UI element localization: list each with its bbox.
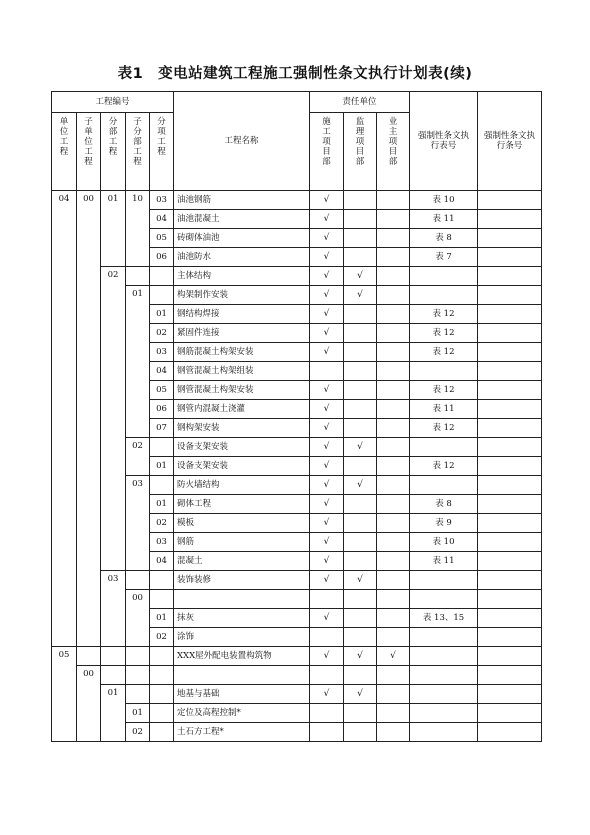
cell-project-name: 油池钢筋	[174, 191, 310, 210]
table-row	[52, 476, 542, 495]
cell-item: 07	[150, 419, 174, 438]
cell-owner	[377, 362, 410, 381]
cell-supervision: √	[344, 685, 377, 704]
cell-item	[150, 590, 174, 609]
cell-item: 04	[150, 552, 174, 571]
header-sub-unit	[77, 113, 101, 191]
cell-item	[150, 647, 174, 666]
header-project-code: 工程编号	[52, 92, 174, 113]
header-plan-table	[410, 92, 478, 191]
header-plan-table-text: 强制性条文执行表号	[417, 131, 469, 151]
cell-clause	[478, 248, 542, 267]
cell-construction: √	[310, 495, 344, 514]
cell-project-name: XXX屋外配电装置构筑物	[174, 647, 310, 666]
cell-clause	[478, 476, 542, 495]
cell-clause	[478, 723, 542, 742]
cell-construction: √	[310, 400, 344, 419]
table-row	[52, 267, 542, 286]
cell-project-name: 构架制作安装	[174, 286, 310, 305]
cell-owner	[377, 666, 410, 685]
cell-owner	[377, 628, 410, 647]
cell-owner	[377, 685, 410, 704]
cell-item	[150, 723, 174, 742]
cell-construction: √	[310, 571, 344, 590]
cell-construction: √	[310, 286, 344, 305]
cell-construction	[310, 723, 344, 742]
cell-construction	[310, 704, 344, 723]
cell-supervision	[344, 666, 377, 685]
cell-item: 06	[150, 400, 174, 419]
cell-owner	[377, 723, 410, 742]
cell-plan-table	[410, 647, 478, 666]
cell-construction: √	[310, 210, 344, 229]
cell-plan-table: 表 8	[410, 495, 478, 514]
cell-supervision	[344, 514, 377, 533]
cell-owner	[377, 533, 410, 552]
cell-supervision	[344, 324, 377, 343]
cell-item	[150, 685, 174, 704]
cell-plan-table: 表 7	[410, 248, 478, 267]
cell-construction: √	[310, 533, 344, 552]
cell-supervision	[344, 229, 377, 248]
cell-construction	[310, 590, 344, 609]
cell-item: 03	[150, 191, 174, 210]
cell-sub-part	[126, 267, 150, 286]
cell-part: 01	[101, 685, 126, 742]
cell-clause	[478, 305, 542, 324]
cell-clause	[478, 628, 542, 647]
cell-item: 02	[150, 324, 174, 343]
cell-construction: √	[310, 305, 344, 324]
cell-project-name: 油池防水	[174, 248, 310, 267]
cell-project-name: 钢结构焊接	[174, 305, 310, 324]
cell-project-name: 钢筋	[174, 533, 310, 552]
cell-unit: 04	[52, 191, 77, 647]
cell-clause	[478, 571, 542, 590]
cell-construction: √	[310, 647, 344, 666]
cell-item: 02	[150, 628, 174, 647]
cell-supervision: √	[344, 438, 377, 457]
cell-supervision	[344, 381, 377, 400]
header-responsible: 责任单位	[310, 92, 410, 113]
cell-supervision	[344, 533, 377, 552]
cell-plan-table: 表 11	[410, 552, 478, 571]
cell-sub-part: 01	[126, 286, 150, 438]
header-sub-unit-text: 子单位工程	[84, 117, 93, 167]
cell-plan-table: 表 12	[410, 305, 478, 324]
header-part-text: 分部工程	[108, 117, 118, 157]
header-unit	[52, 113, 77, 191]
cell-clause	[478, 324, 542, 343]
cell-construction: √	[310, 343, 344, 362]
cell-item	[150, 476, 174, 495]
header-sub-part	[126, 113, 150, 191]
cell-plan-table	[410, 666, 478, 685]
cell-clause	[478, 552, 542, 571]
cell-project-name: 定位及高程控制*	[174, 704, 310, 723]
cell-construction: √	[310, 229, 344, 248]
cell-project-name: 涂饰	[174, 628, 310, 647]
cell-plan-table	[410, 685, 478, 704]
cell-item	[150, 267, 174, 286]
cell-sub-part	[126, 666, 150, 685]
cell-unit: 05	[52, 647, 77, 742]
cell-item: 03	[150, 343, 174, 362]
cell-project-name: 钢管混凝土构架安装	[174, 381, 310, 400]
cell-supervision	[344, 552, 377, 571]
cell-supervision	[344, 457, 377, 476]
cell-owner	[377, 552, 410, 571]
cell-item: 01	[150, 609, 174, 628]
cell-project-name: 模板	[174, 514, 310, 533]
cell-supervision	[344, 704, 377, 723]
cell-clause	[478, 590, 542, 609]
header-supervision	[344, 113, 377, 191]
header-sub-part-text: 子分部工程	[133, 117, 142, 167]
cell-construction: √	[310, 191, 344, 210]
cell-part: 02	[101, 267, 126, 571]
cell-project-name	[174, 666, 310, 685]
cell-clause	[478, 533, 542, 552]
cell-item	[150, 704, 174, 723]
table-row	[52, 723, 542, 742]
cell-plan-table: 表 8	[410, 229, 478, 248]
cell-construction: √	[310, 381, 344, 400]
cell-construction: √	[310, 267, 344, 286]
cell-construction: √	[310, 457, 344, 476]
cell-project-name: 土石方工程*	[174, 723, 310, 742]
cell-plan-table: 表 9	[410, 514, 478, 533]
cell-project-name: 混凝土	[174, 552, 310, 571]
cell-supervision: √	[344, 647, 377, 666]
cell-item: 01	[150, 305, 174, 324]
cell-sub-unit: 00	[77, 666, 101, 742]
cell-sub-part: 01	[126, 704, 150, 723]
cell-item	[150, 571, 174, 590]
cell-clause	[478, 191, 542, 210]
cell-project-name: 砌体工程	[174, 495, 310, 514]
cell-sub-part: 00	[126, 590, 150, 647]
cell-owner	[377, 343, 410, 362]
cell-owner	[377, 704, 410, 723]
cell-owner	[377, 514, 410, 533]
cell-supervision: √	[344, 267, 377, 286]
cell-supervision: √	[344, 286, 377, 305]
cell-owner	[377, 210, 410, 229]
cell-clause	[478, 457, 542, 476]
cell-clause	[478, 438, 542, 457]
cell-plan-table: 表 12	[410, 324, 478, 343]
cell-item: 02	[150, 514, 174, 533]
table-row	[52, 685, 542, 704]
table-row	[52, 191, 542, 210]
cell-supervision	[344, 590, 377, 609]
cell-supervision	[344, 248, 377, 267]
cell-owner	[377, 476, 410, 495]
header-item-text: 分项工程	[157, 117, 166, 157]
cell-project-name: 装饰装修	[174, 571, 310, 590]
cell-plan-table: 表 12	[410, 419, 478, 438]
cell-construction: √	[310, 476, 344, 495]
cell-project-name: 砖砌体油池	[174, 229, 310, 248]
cell-clause	[478, 685, 542, 704]
cell-clause	[478, 609, 542, 628]
cell-supervision	[344, 495, 377, 514]
cell-owner	[377, 267, 410, 286]
cell-sub-part: 02	[126, 438, 150, 476]
cell-clause	[478, 495, 542, 514]
cell-item: 01	[150, 495, 174, 514]
cell-clause	[478, 381, 542, 400]
cell-plan-table	[410, 286, 478, 305]
cell-owner	[377, 286, 410, 305]
cell-supervision: √	[344, 476, 377, 495]
cell-plan-table	[410, 628, 478, 647]
cell-item: 04	[150, 362, 174, 381]
cell-supervision	[344, 362, 377, 381]
cell-project-name: 设备支架安装	[174, 457, 310, 476]
cell-plan-table	[410, 476, 478, 495]
cell-project-name: 钢筋混凝土构架安装	[174, 343, 310, 362]
cell-project-name: 设备支架安装	[174, 438, 310, 457]
cell-supervision	[344, 723, 377, 742]
cell-plan-table: 表 12	[410, 381, 478, 400]
cell-construction: √	[310, 419, 344, 438]
cell-owner	[377, 305, 410, 324]
cell-plan-table: 表 10	[410, 533, 478, 552]
cell-plan-table	[410, 438, 478, 457]
cell-project-name: 紧固件连接	[174, 324, 310, 343]
cell-sub-part: 10	[126, 191, 150, 267]
cell-clause	[478, 704, 542, 723]
cell-item: 05	[150, 229, 174, 248]
cell-sub-unit: 00	[77, 191, 101, 647]
cell-owner: √	[377, 647, 410, 666]
cell-sub-part: 03	[126, 476, 150, 571]
cell-clause	[478, 210, 542, 229]
cell-clause	[478, 267, 542, 286]
cell-construction	[310, 628, 344, 647]
cell-plan-table: 表 11	[410, 400, 478, 419]
cell-clause	[478, 514, 542, 533]
cell-plan-table	[410, 362, 478, 381]
cell-construction: √	[310, 514, 344, 533]
cell-item: 05	[150, 381, 174, 400]
cell-supervision	[344, 400, 377, 419]
cell-project-name: 钢管混凝土构架组装	[174, 362, 310, 381]
table-row	[52, 438, 542, 457]
cell-owner	[377, 590, 410, 609]
cell-clause	[478, 400, 542, 419]
header-clause-text: 强制性条文执行条号	[483, 131, 535, 151]
cell-supervision	[344, 305, 377, 324]
cell-plan-table	[410, 590, 478, 609]
header-project-name: 工程名称	[174, 92, 310, 191]
cell-item	[150, 438, 174, 457]
cell-project-name: 抹灰	[174, 609, 310, 628]
cell-plan-table	[410, 723, 478, 742]
cell-owner	[377, 438, 410, 457]
cell-plan-table	[410, 267, 478, 286]
table-row	[52, 647, 542, 666]
cell-sub-part	[126, 647, 150, 666]
header-unit-text: 单位工程	[59, 117, 69, 157]
header-supervision-text: 监理项目部	[355, 117, 365, 167]
cell-clause	[478, 666, 542, 685]
table-row	[52, 286, 542, 305]
cell-sub-unit	[77, 647, 101, 666]
cell-supervision	[344, 191, 377, 210]
cell-supervision	[344, 343, 377, 362]
cell-item	[150, 666, 174, 685]
cell-owner	[377, 229, 410, 248]
cell-owner	[377, 324, 410, 343]
cell-construction: √	[310, 685, 344, 704]
cell-owner	[377, 191, 410, 210]
table-row	[52, 704, 542, 723]
table-title: 表1 变电站建筑工程施工强制性条文执行计划表(续)	[117, 66, 473, 82]
cell-plan-table: 表 10	[410, 191, 478, 210]
cell-supervision	[344, 609, 377, 628]
cell-project-name: 防火墙结构	[174, 476, 310, 495]
cell-item: 01	[150, 457, 174, 476]
cell-construction	[310, 666, 344, 685]
table-row	[52, 571, 542, 590]
cell-owner	[377, 457, 410, 476]
cell-item	[150, 286, 174, 305]
cell-project-name	[174, 590, 310, 609]
table-row	[52, 590, 542, 609]
cell-plan-table	[410, 571, 478, 590]
cell-clause	[478, 647, 542, 666]
cell-plan-table: 表 12	[410, 343, 478, 362]
cell-part	[101, 647, 126, 666]
cell-clause	[478, 286, 542, 305]
cell-supervision	[344, 419, 377, 438]
cell-clause	[478, 419, 542, 438]
cell-supervision: √	[344, 571, 377, 590]
cell-owner	[377, 495, 410, 514]
cell-owner	[377, 571, 410, 590]
cell-part	[101, 666, 126, 685]
plan-table	[51, 91, 542, 742]
cell-construction	[310, 362, 344, 381]
cell-sub-part	[126, 685, 150, 704]
cell-plan-table: 表 13、15	[410, 609, 478, 628]
cell-part: 03	[101, 571, 126, 647]
header-construction-text: 施工项目部	[322, 117, 331, 167]
header-clause	[478, 92, 542, 191]
cell-project-name: 主体结构	[174, 267, 310, 286]
cell-construction: √	[310, 552, 344, 571]
cell-construction: √	[310, 609, 344, 628]
cell-owner	[377, 400, 410, 419]
cell-clause	[478, 343, 542, 362]
table-row	[52, 666, 542, 685]
cell-project-name: 油池混凝土	[174, 210, 310, 229]
cell-project-name: 地基与基础	[174, 685, 310, 704]
header-owner	[377, 113, 410, 191]
cell-project-name: 钢管内混凝土浇灌	[174, 400, 310, 419]
cell-project-name: 钢构架安装	[174, 419, 310, 438]
cell-sub-part: 02	[126, 723, 150, 742]
cell-item: 04	[150, 210, 174, 229]
cell-owner	[377, 419, 410, 438]
cell-item: 03	[150, 533, 174, 552]
cell-item: 06	[150, 248, 174, 267]
cell-construction: √	[310, 324, 344, 343]
cell-plan-table: 表 12	[410, 457, 478, 476]
header-construction	[310, 113, 344, 191]
cell-part: 01	[101, 191, 126, 267]
cell-plan-table	[410, 704, 478, 723]
cell-clause	[478, 362, 542, 381]
cell-construction: √	[310, 438, 344, 457]
cell-clause	[478, 229, 542, 248]
cell-plan-table: 表 11	[410, 210, 478, 229]
header-part	[101, 113, 126, 191]
cell-supervision	[344, 628, 377, 647]
cell-owner	[377, 381, 410, 400]
cell-sub-part	[126, 571, 150, 590]
cell-owner	[377, 609, 410, 628]
cell-supervision	[344, 210, 377, 229]
header-owner-text: 业主项目部	[388, 117, 398, 167]
cell-construction: √	[310, 248, 344, 267]
header-item	[150, 113, 174, 191]
cell-owner	[377, 248, 410, 267]
